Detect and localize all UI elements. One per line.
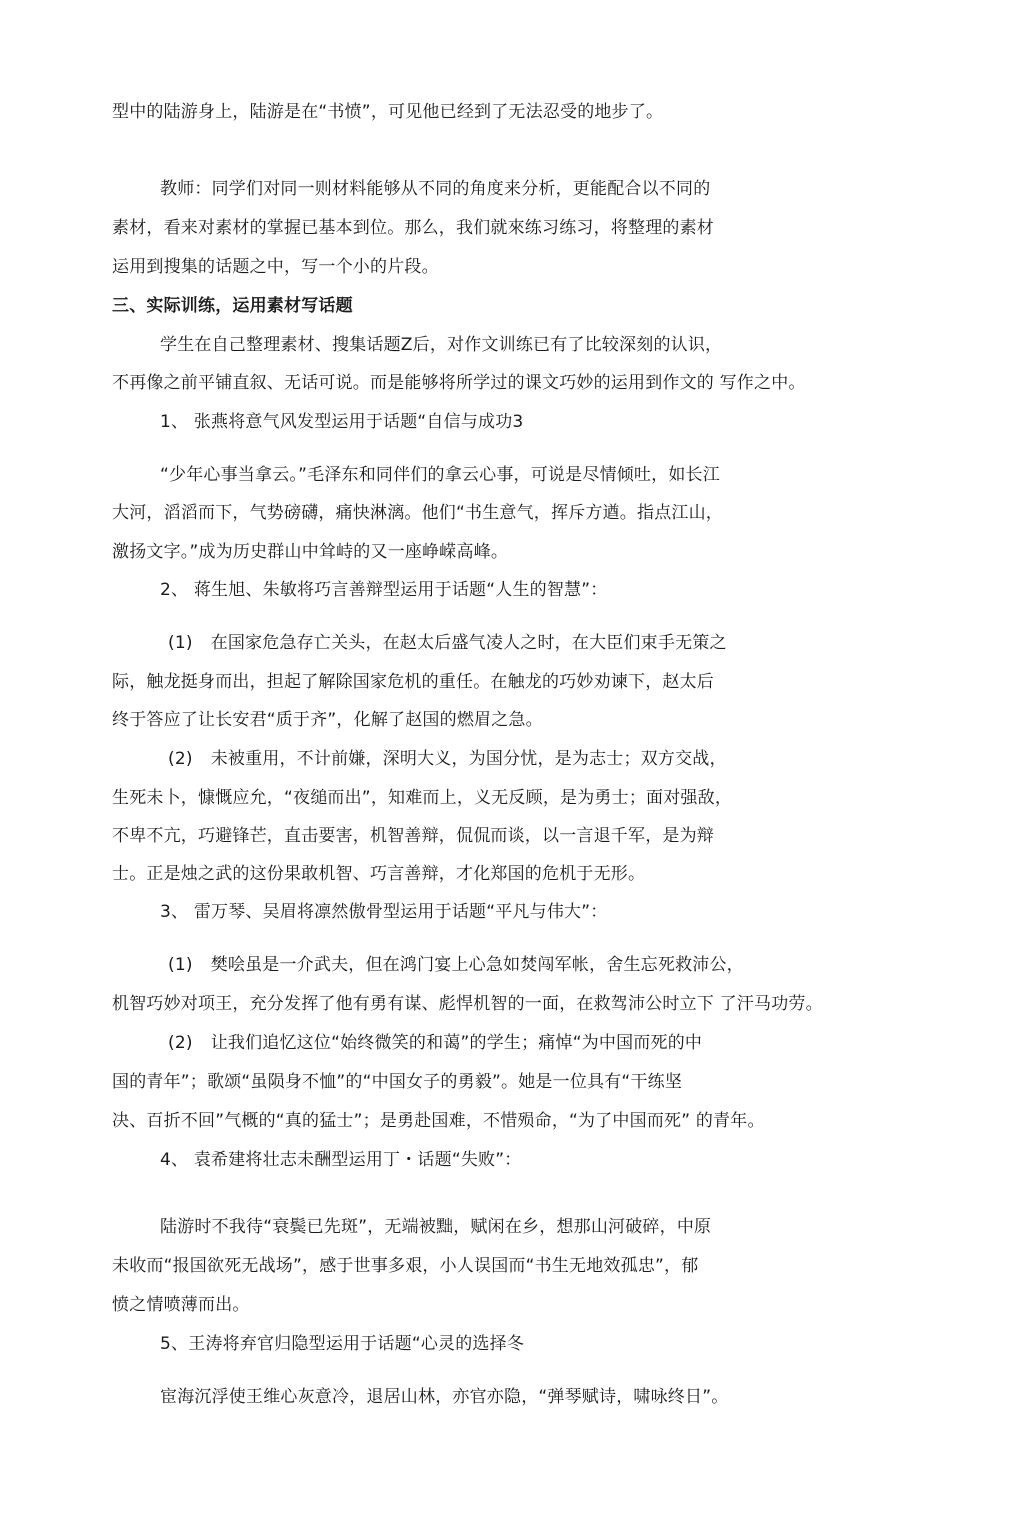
sub-item-marker: (1) (168, 955, 193, 975)
section-heading: 三、实际训练，运用素材写话题 (112, 296, 353, 316)
list-item-heading: 2、 蒋生旭、朱敏将巧言善辩型运用于话题“人生的智慧”： (160, 580, 608, 600)
paragraph-text: 未被重用，不计前嫌，深明大义，为国分忧，是为志士；双方交战， (210, 749, 727, 769)
paragraph-text: 樊哙虽是一介武夫，但在鸿门宴上心急如焚闯军帐，舍生忘死救沛公， (210, 955, 744, 975)
sub-item-marker: (2) (168, 749, 193, 769)
paragraph-line: 素材，看来对素材的掌握已基本到位。那么，我们就來练习练习，将整理的素材 (112, 218, 714, 238)
paragraph-line: 终于答应了让长安君“质于齐”，化解了赵国的燃眉之急。 (112, 710, 543, 730)
list-item-heading: 5、王涛将弃官归隐型运用于话题“心灵的选择冬 (160, 1334, 525, 1354)
paragraph-line (168, 631, 727, 655)
list-item-heading: 4、 袁希建将壮志未酬型运用丁・话题“失败”： (160, 1150, 522, 1170)
sub-item-marker: (2) (168, 1033, 193, 1053)
paragraph-text: 在国家危急存亡关头，在赵太后盛气凌人之时，在大臣们束手无策之 (210, 633, 727, 653)
sub-item-marker: (1) (168, 633, 193, 653)
paragraph-line: 大河，滔滔而下，气势磅礴，痛快淋漓。他们“书生意气，挥斥方遒。指点江山， (112, 503, 724, 523)
paragraph-line: 生死未卜，慷慨应允，“夜缒而出”，知难而上，义无反顾，是为勇士；面对强敌， (112, 788, 733, 808)
paragraph-line: 际，触龙挺身而出，担起了解除国家危机的重任。在触龙的巧妙劝谏下，赵太后 (112, 672, 714, 692)
paragraph-line (168, 953, 744, 977)
paragraph-line: “少年心事当拿云。”毛泽东和同伴们的拿云心事，可说是尽情倾吐，如长江 (160, 465, 720, 485)
paragraph-line (168, 1031, 702, 1055)
paragraph-line: 型中的陆游身上，陆游是在“书愤”，可见他已经到了无法忍受的地步了。 (112, 102, 664, 122)
paragraph-line: 运用到搜集的话题之中，写一个小的片段。 (112, 257, 439, 277)
paragraph-line: 士。正是烛之武的这份果敢机智、巧言善辩，才化郑国的危机于无形。 (112, 864, 646, 884)
paragraph-line: 陆游时不我待“衰鬓已先斑”，无端被黜，赋闲在乡，想那山河破碎，中原 (160, 1217, 712, 1237)
paragraph-line: 不再像之前平铺直叙、无话可说。而是能够将所学过的课文巧妙的运用到作文的 写作之中。 (112, 373, 806, 393)
paragraph-text: 让我们追忆这位“始终微笑的和蔼”的学生；痛悼“为中国而死的中 (210, 1033, 703, 1053)
paragraph-line: 宦海沉浮使王维心灰意冷，退居山林，亦官亦隐，“弹琴赋诗，啸咏终日”。 (160, 1387, 729, 1407)
list-item-heading: 1、 张燕将意气风发型运用于话题“自信与成功3 (160, 412, 524, 432)
paragraph-line: 教师：同学们对同一则材料能够从不同的角度来分析，更能配合以不同的 (160, 179, 711, 199)
list-item-heading: 3、 雷万琴、吴眉将凛然傲骨型运用于话题“平凡与伟大”： (160, 902, 608, 922)
paragraph-line: 学生在自己整理素材、搜集话题Z后，对作文训练已有了比较深刻的认识， (160, 335, 723, 355)
paragraph-line: 激扬文字。”成为历史群山中耸峙的又一座峥嵘高峰。 (112, 542, 509, 562)
paragraph-line: 不卑不亢，巧避锋芒，直击要害，机智善辩，侃侃而谈，以一言退千军，是为辩 (112, 826, 714, 846)
paragraph-line: 决、百折不回”气概的“真的猛士”；是勇赴国难，不惜殒命，“为了中国而死” 的青年。 (112, 1111, 765, 1131)
paragraph-line (168, 747, 727, 771)
paragraph-line: 未收而“报国欲死无战场”，感于世事多艰，小人误国而“书生无地效孤忠”，郁 (112, 1256, 699, 1276)
paragraph-line: 愤之情喷薄而出。 (112, 1295, 250, 1315)
paragraph-line: 机智巧妙对项王，充分发挥了他有勇有谋、彪悍机智的一面，在救驾沛公时立下 了汗马功劳。 (112, 994, 823, 1014)
paragraph-line: 国的青年”；歌颂“虽陨身不恤”的“中国女子的勇毅”。她是一位具有“干练坚 (112, 1072, 683, 1092)
